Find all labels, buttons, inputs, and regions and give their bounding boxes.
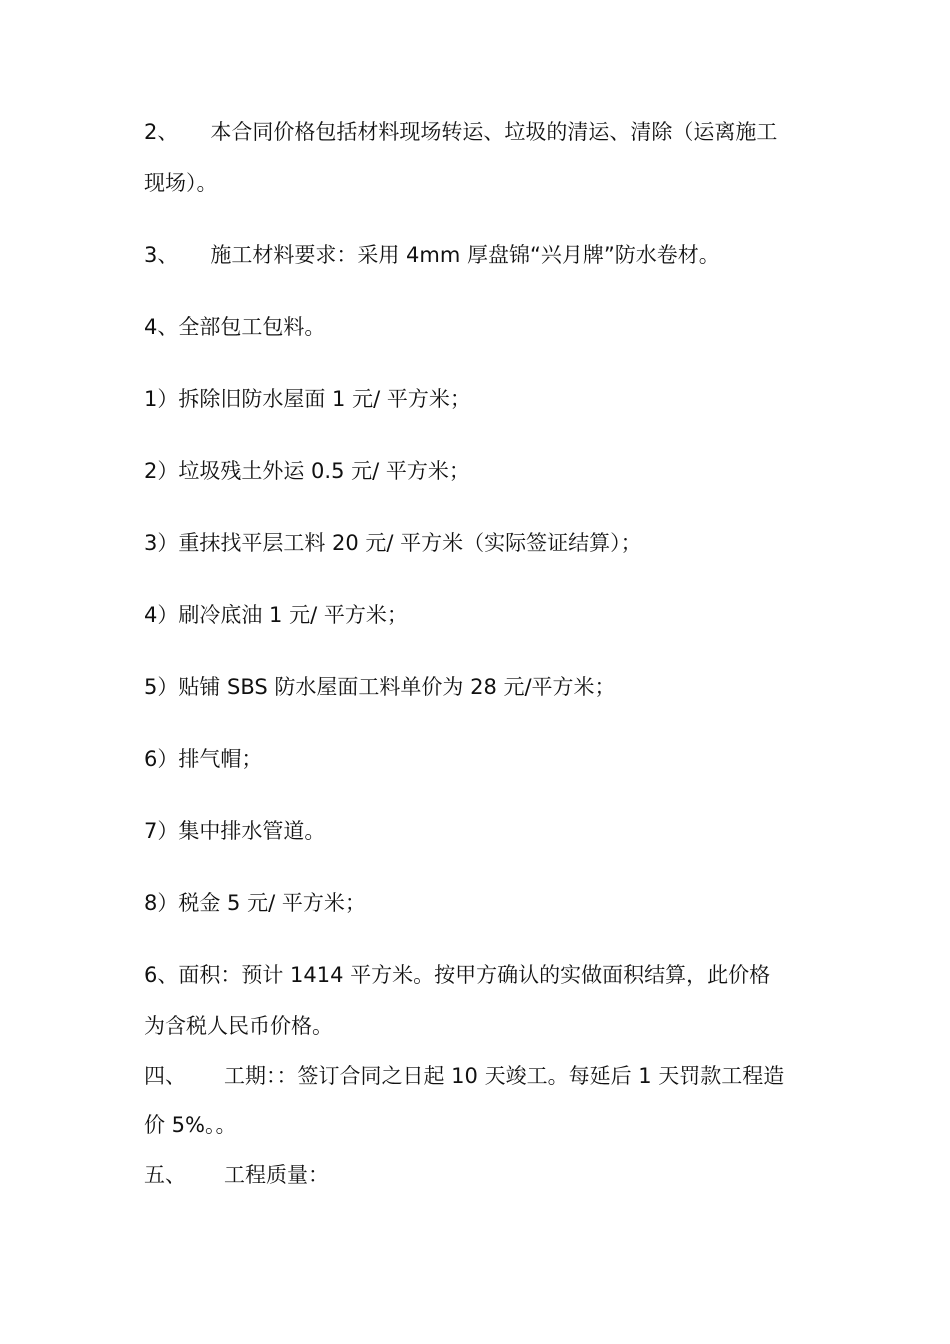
- section-4-line-2: 价 5%。。: [144, 1113, 237, 1137]
- sub-item-3: 3）重抹找平层工料 20 元/ 平方米（实际签证结算）；: [144, 531, 642, 555]
- sub-item-6: 6）排气帽；: [144, 747, 263, 771]
- section-5-text: 工程质量：: [224, 1163, 329, 1187]
- section-4-text: 工期：：签订合同之日起 10 天竣工。每延后 1 天罚款工程造: [224, 1064, 785, 1088]
- item-4-line: 4、全部包工包料。: [144, 315, 326, 339]
- item-6-line-2: 为含税人民币价格。: [144, 1014, 333, 1038]
- section-5-number: 五、: [144, 1163, 186, 1187]
- sub-item-7: 7）集中排水管道。: [144, 819, 326, 843]
- sub-item-2: 2）垃圾残土外运 0.5 元/ 平方米；: [144, 459, 470, 483]
- item-3-number: 3、: [144, 243, 179, 267]
- sub-item-5: 5）贴铺 SBS 防水屋面工料单价为 28 元/平方米；: [144, 675, 616, 699]
- sub-item-8: 8）税金 5 元/ 平方米；: [144, 891, 366, 915]
- item-2-line-1: [144, 117, 777, 147]
- section-4-line-1: [144, 1061, 784, 1091]
- sub-item-1: 1）拆除旧防水屋面 1 元/ 平方米；: [144, 387, 471, 411]
- item-3-line: [144, 240, 720, 270]
- item-2-line-2: 现场）。: [144, 171, 218, 195]
- section-4-number: 四、: [144, 1064, 186, 1088]
- section-5-line: [144, 1160, 329, 1190]
- item-3-text: 施工材料要求：采用 4mm 厚盘锦“兴月牌”防水卷材。: [210, 243, 720, 267]
- item-2-number: 2、: [144, 120, 179, 144]
- sub-item-4: 4）刷冷底油 1 元/ 平方米；: [144, 603, 408, 627]
- item-6-line-1: 6、面积：预计 1414 平方米。按甲方确认的实做面积结算，此价格: [144, 963, 771, 987]
- item-2-text: 本合同价格包括材料现场转运、垃圾的清运、清除（运离施工: [210, 120, 778, 144]
